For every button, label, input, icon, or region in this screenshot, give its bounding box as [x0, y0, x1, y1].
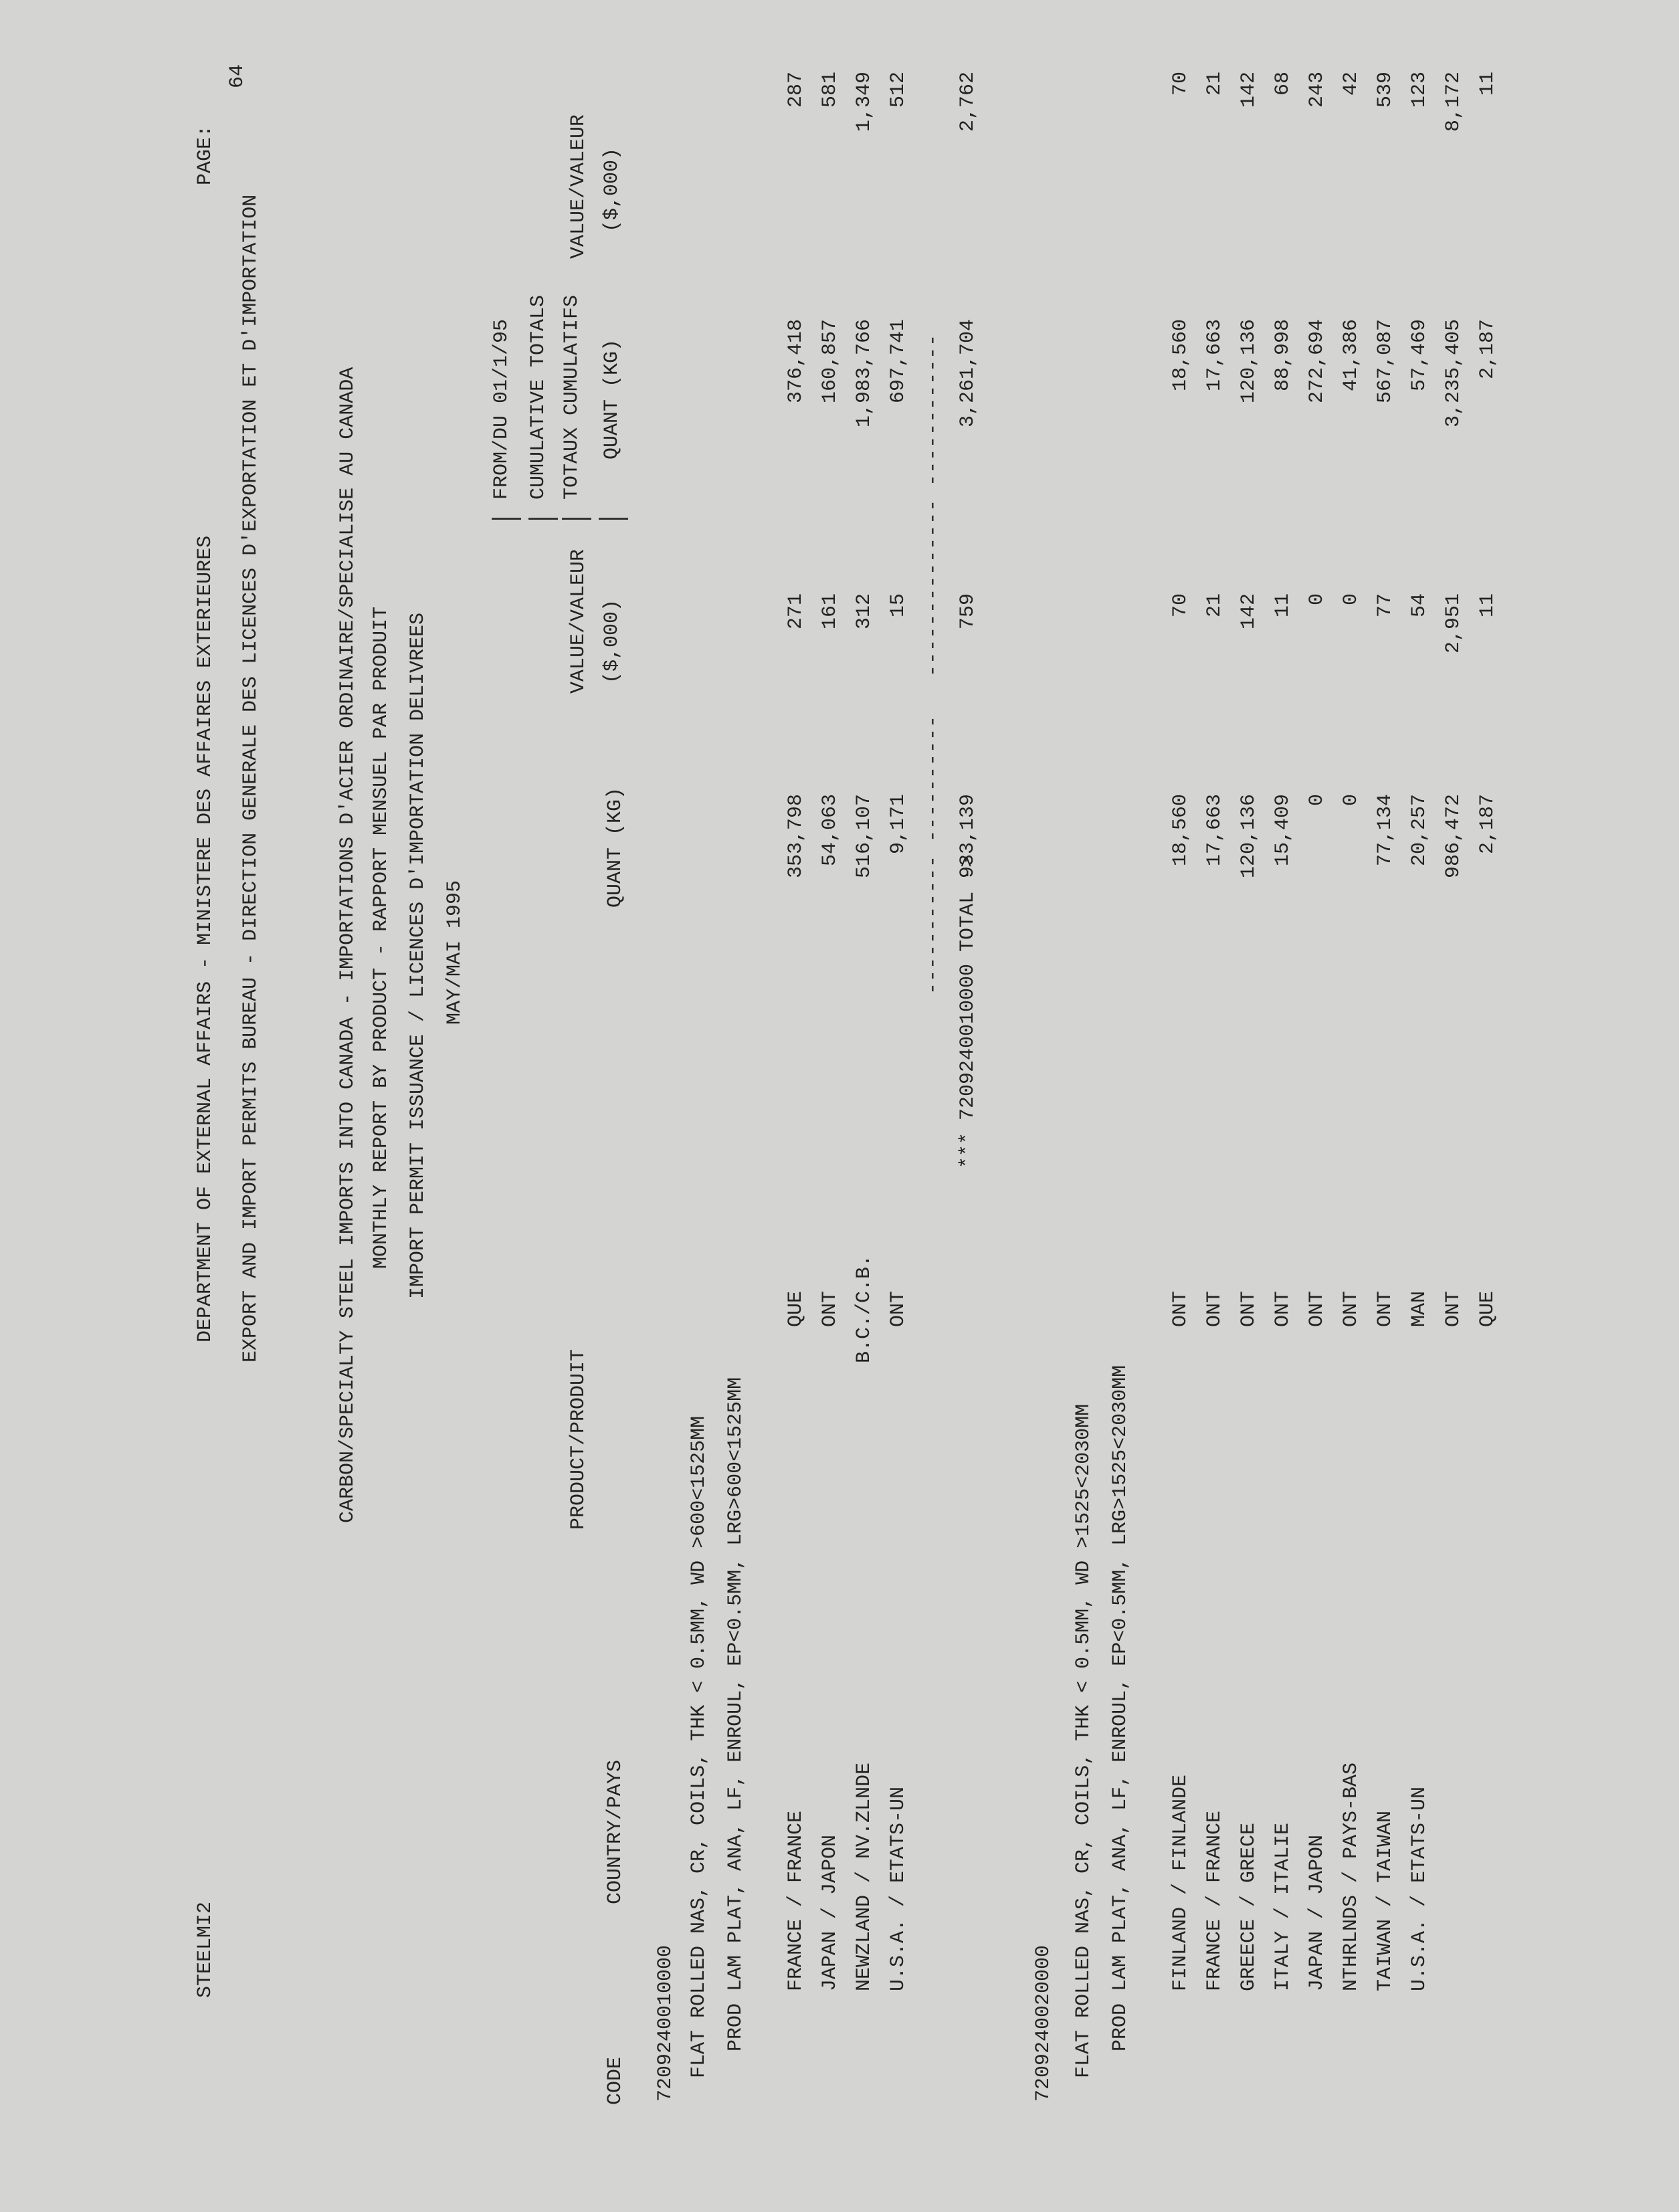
row-value: 21: [1203, 593, 1226, 618]
total-cum-value: 2,762: [957, 72, 979, 132]
row-province: ONT: [1442, 1291, 1465, 1328]
row-cum-value: 8,172: [1442, 72, 1465, 132]
row-quant: 17,663: [1203, 794, 1226, 867]
report-id: STEELMI2: [194, 1901, 217, 1998]
row-country: JAPAN / JAPON: [819, 1834, 842, 1991]
col-code: CODE: [604, 2056, 627, 2105]
row-cum-value: 21: [1203, 72, 1226, 96]
row-cum-value: 68: [1272, 72, 1294, 96]
row-cum-quant: 120,136: [1238, 319, 1260, 404]
row-quant: 0: [1340, 794, 1363, 807]
row-cum-quant: 160,857: [819, 319, 842, 404]
cumulative-en: CUMULATIVE TOTALS: [527, 294, 550, 500]
row-quant: 986,472: [1442, 794, 1465, 879]
row-quant: 9,171: [887, 794, 910, 855]
row-cum-value: 512: [887, 72, 910, 108]
divider: [528, 518, 558, 520]
row-value: 15: [887, 593, 910, 618]
row-quant: 2,187: [1476, 794, 1499, 855]
row-country: JAPAN / JAPON: [1306, 1834, 1328, 1991]
row-cum-value: 123: [1408, 72, 1431, 108]
row-cum-value: 581: [819, 72, 842, 108]
row-province: ONT: [1169, 1291, 1192, 1328]
report-subtitle: MONTHLY REPORT BY PRODUCT - RAPPORT MENSUEL PAR PRODUIT: [370, 606, 393, 1269]
total-label: *** 7209240010000 TOTAL ->: [957, 855, 979, 1169]
row-cum-value: 539: [1374, 72, 1397, 108]
row-quant: 20,257: [1408, 794, 1431, 867]
row-cum-quant: 2,187: [1476, 319, 1499, 380]
row-country: FRANCE / FRANCE: [785, 1810, 807, 1991]
subtotal-dashes: ----------- ---------- -------------- ------------: [922, 333, 945, 995]
col-country: COUNTRY/PAYS: [604, 1759, 627, 1904]
row-province: ONT: [1340, 1291, 1363, 1328]
row-province: ONT: [1238, 1291, 1260, 1328]
row-value: 54: [1408, 593, 1431, 618]
row-country: ITALY / ITALIE: [1272, 1822, 1294, 1991]
row-province: QUE: [1476, 1291, 1499, 1328]
row-province: ONT: [819, 1291, 842, 1328]
total-value: 759: [957, 593, 979, 630]
row-cum-quant: 18,560: [1169, 319, 1192, 392]
row-province: ONT: [1374, 1291, 1397, 1328]
page-number: 64: [226, 64, 249, 88]
total-cum-quant: 3,261,704: [957, 319, 979, 428]
section-code: 7209240010000: [654, 1944, 677, 2102]
row-province: ONT: [887, 1291, 910, 1328]
row-cum-quant: 567,087: [1374, 319, 1397, 404]
row-cum-quant: 88,998: [1272, 319, 1294, 392]
row-value: 0: [1306, 593, 1328, 606]
row-province: QUE: [785, 1291, 807, 1328]
row-value: 2,951: [1442, 593, 1465, 654]
row-country: NEWZLAND / NV.ZLNDE: [853, 1762, 876, 1991]
row-cum-quant: 1,983,766: [853, 319, 876, 428]
row-country: FINLAND / FINLANDE: [1169, 1774, 1192, 1991]
row-quant: 77,134: [1374, 794, 1397, 867]
row-cum-quant: 376,418: [785, 319, 807, 404]
row-cum-value: 11: [1476, 72, 1499, 96]
report-title: CARBON/SPECIALTY STEEL IMPORTS INTO CANADA - IMPORTATIONS D'ACIER ORDINAIRE/SPECIALISE AU CANADA: [336, 367, 359, 1523]
report-period: MAY/MAI 1995: [443, 880, 466, 1025]
row-cum-value: 243: [1306, 72, 1328, 108]
cumulative-fr: TOTAUX CUMULATIFS: [561, 294, 583, 500]
row-country: U.S.A. / ETATS-UN: [1408, 1786, 1431, 1991]
col-cum-quant: QUANT (KG): [601, 338, 623, 460]
bureau-line: EXPORT AND IMPORT PERMITS BUREAU - DIRECTION GENERALE DES LICENCES D'EXPORTATION ET D'IMPORTATION: [239, 194, 262, 1363]
row-cum-quant: 3,235,405: [1442, 319, 1465, 428]
col-value: VALUE/VALEUR: [567, 548, 590, 694]
row-quant: 18,560: [1169, 794, 1192, 867]
section-desc-fr: PROD LAM PLAT, ANA, LF, ENROUL, EP<0.5MM, LRG>1525<2030MM: [1109, 1365, 1132, 2051]
row-value: 11: [1272, 593, 1294, 618]
report-subtitle-2: IMPORT PERMIT ISSUANCE / LICENCES D'IMPORTATION DELIVREES: [407, 612, 429, 1299]
dept-line: DEPARTMENT OF EXTERNAL AFFAIRS - MINISTERE DES AFFAIRES EXTERIEURES: [194, 535, 217, 1342]
row-province: MAN: [1408, 1291, 1431, 1328]
row-value: 161: [819, 593, 842, 630]
row-country: TAIWAN / TAIWAN: [1374, 1810, 1397, 1991]
row-value: 70: [1169, 593, 1192, 618]
row-country: U.S.A. / ETATS-UN: [887, 1786, 910, 1991]
row-province: ONT: [1272, 1291, 1294, 1328]
row-province: ONT: [1203, 1291, 1226, 1328]
section-desc-en: FLAT ROLLED NAS, CR, COILS, THK < 0.5MM, WD >600<1525MM: [688, 1415, 710, 2078]
row-country: GREECE / GRECE: [1238, 1822, 1260, 1991]
col-cum-value-unit: ($,000): [601, 147, 623, 232]
row-cum-quant: 272,694: [1306, 319, 1328, 404]
section-desc-fr: PROD LAM PLAT, ANA, LF, ENROUL, EP<0.5MM, LRG>600<1525MM: [724, 1377, 747, 2051]
total-quant: 933,139: [957, 794, 979, 879]
from-date: FROM/DU 01/1/95: [490, 318, 513, 500]
divider: [562, 518, 591, 520]
section-code: 7209240020000: [1032, 1944, 1055, 2102]
row-cum-quant: 57,469: [1408, 319, 1431, 392]
row-cum-value: 42: [1340, 72, 1363, 96]
row-country: FRANCE / FRANCE: [1203, 1810, 1226, 1991]
row-province: B.C./C.B.: [853, 1254, 876, 1364]
row-cum-quant: 41,386: [1340, 319, 1363, 392]
row-quant: 353,798: [785, 794, 807, 879]
col-quant: QUANT (KG): [604, 787, 627, 908]
row-value: 0: [1340, 593, 1363, 606]
page-label: PAGE:: [194, 124, 217, 185]
row-cum-quant: 697,741: [887, 319, 910, 404]
divider: [492, 518, 521, 520]
row-cum-value: 70: [1169, 72, 1192, 96]
row-cum-quant: 17,663: [1203, 319, 1226, 392]
row-value: 312: [853, 593, 876, 630]
row-country: NTHRLNDS / PAYS-BAS: [1340, 1762, 1363, 1991]
col-value-unit: ($,000): [601, 599, 623, 684]
divider: [599, 518, 628, 520]
col-product: PRODUCT/PRODUIT: [567, 1348, 590, 1530]
row-value: 271: [785, 593, 807, 630]
row-cum-value: 287: [785, 72, 807, 108]
row-cum-value: 142: [1238, 72, 1260, 108]
row-quant: 120,136: [1238, 794, 1260, 879]
col-cum-value: VALUE/VALEUR: [567, 114, 590, 259]
row-quant: 54,063: [819, 794, 842, 867]
section-desc-en: FLAT ROLLED NAS, CR, COILS, THK < 0.5MM, WD >1525<2030MM: [1072, 1403, 1095, 2078]
row-value: 142: [1238, 593, 1260, 630]
row-quant: 516,107: [853, 794, 876, 879]
row-quant: 0: [1306, 794, 1328, 807]
row-value: 11: [1476, 593, 1499, 618]
row-province: ONT: [1306, 1291, 1328, 1328]
row-cum-value: 1,349: [853, 72, 876, 132]
row-quant: 15,409: [1272, 794, 1294, 867]
row-value: 77: [1374, 593, 1397, 618]
